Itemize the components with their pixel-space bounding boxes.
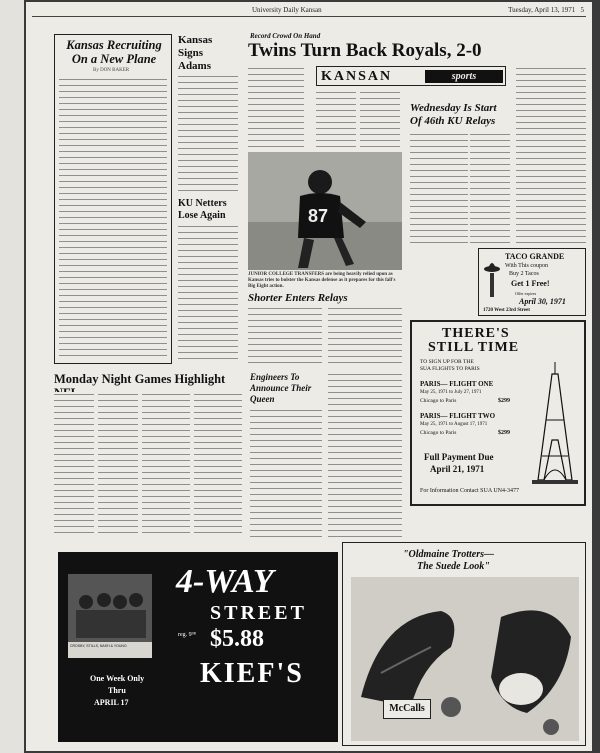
nfl-column-1 — [54, 392, 94, 538]
recruiting-headline: Kansas Recruiting On a New Plane — [66, 38, 162, 66]
nfl-column-2 — [98, 392, 138, 538]
date-and-page: Tuesday, April 13, 1971 5 — [508, 6, 584, 14]
flight-2-route: Chicago to Paris — [420, 430, 457, 436]
shorter-body-right — [328, 306, 402, 364]
album-cover — [68, 574, 152, 658]
taco-expires: April 30, 1971 — [519, 297, 566, 306]
sale-price: $5.88 — [210, 626, 264, 652]
shorter-body-left — [248, 306, 322, 364]
relays-column-2 — [470, 132, 510, 244]
kiefs-record-ad — [58, 552, 338, 742]
engineers-headline: Engineers To Announce Their Queen — [250, 372, 312, 404]
page-header — [32, 6, 586, 17]
newspaper-page — [26, 2, 592, 751]
twins-column-3 — [360, 90, 400, 150]
eiffel-tower-icon — [530, 360, 580, 500]
adjacent-page-edge — [0, 0, 24, 753]
twins-headline: Twins Turn Back Royals, 2-0 — [248, 40, 482, 61]
album-caption: CROSBY, STILLS, NASH & YOUNG — [70, 644, 127, 648]
twins-kicker: Record Crowd On Hand — [250, 32, 321, 40]
flight-1-title: PARIS— FLIGHT ONE — [420, 380, 494, 388]
relays-column-1 — [410, 132, 468, 244]
sale-line-1: One Week Only — [90, 674, 145, 683]
nfl-column-3 — [142, 392, 190, 538]
sports-wordmark: sports — [425, 70, 503, 83]
adams-headline: Kansas Signs Adams — [178, 34, 213, 72]
svg-text:87: 87 — [308, 206, 329, 226]
relays-column-3 — [516, 66, 586, 244]
kansan-sports-logo — [316, 66, 506, 86]
album-title-line-2: STREET — [210, 602, 307, 624]
recruiting-story — [54, 34, 172, 364]
payment-due-label: Full Payment Due — [424, 452, 494, 462]
mccalls-headline-2: The Suede Look" — [417, 561, 490, 572]
recruiting-body-text — [59, 77, 167, 359]
mccalls-store-logo: McCalls — [383, 699, 431, 719]
paris-headline-2: STILL TIME — [428, 340, 520, 355]
taco-line-2: Buy 2 Tacos — [509, 271, 539, 277]
flight-1-route: Chicago to Paris — [420, 398, 457, 404]
flight-2-price: $299 — [498, 430, 510, 436]
flight-1-dates: May 25, 1971 to July 27, 1971 — [420, 390, 482, 395]
paris-contact: For Information Contact SUA UN4-3477 — [420, 488, 519, 494]
adams-body-text — [178, 74, 238, 192]
kansan-wordmark: KANSAN — [321, 69, 393, 84]
taco-offer-label: Offer expires — [515, 291, 537, 296]
nfl-column-4 — [194, 392, 242, 538]
flight-2-dates: May 25, 1971 to August 17, 1971 — [420, 422, 488, 427]
sale-line-2: Thru — [108, 686, 126, 695]
shorter-headline: Shorter Enters Relays — [248, 292, 348, 304]
flight-1-price: $299 — [498, 398, 510, 404]
netters-headline: KU Netters Lose Again — [178, 198, 227, 221]
photo-caption: JUNIOR COLLEGE TRANSFERS are being heavily relied upon as Kansas tries to bolster the Kansas defense as it prepares for this fall's Big Eight action. — [248, 272, 396, 289]
sale-line-3: APRIL 17 — [94, 698, 129, 707]
taco-title: TACO GRANDE — [505, 252, 565, 261]
mccalls-shoe-ad — [342, 542, 586, 746]
paris-headline-1: THERE'S — [442, 326, 510, 341]
football-player-photo — [248, 152, 402, 270]
twins-column-2 — [316, 90, 356, 150]
paris-sub-2: SUA FLIGHTS TO PARIS — [420, 366, 480, 372]
mccalls-headline-1: "Oldmaine Trotters— — [403, 549, 495, 560]
twins-body-text — [248, 66, 304, 150]
nfl-headline: Monday Night Games Highlight — [54, 372, 226, 386]
paris-sub-1: TO SIGN UP FOR THE — [420, 359, 474, 365]
payment-due-date: April 21, 1971 — [430, 464, 485, 474]
taco-line-3: Get 1 Free! — [511, 279, 550, 288]
recruiting-byline: By DON BAKER — [93, 68, 130, 73]
album-title-line-1: 4-WAY — [176, 563, 274, 600]
engineers-body-text — [250, 408, 322, 538]
netters-body-text — [178, 224, 238, 364]
taco-grande-ad — [478, 248, 586, 316]
regular-price: reg. 9⁹⁸ — [178, 632, 196, 638]
section-name: University Daily Kansan — [252, 6, 322, 14]
taco-address: 1720 West 23rd Street — [483, 308, 530, 313]
engineers-column-2 — [328, 372, 402, 538]
paris-flight-ad — [410, 320, 586, 506]
flight-2-title: PARIS— FLIGHT TWO — [420, 412, 496, 420]
relays-headline: Wednesday Is Start Of 46th KU Relays — [410, 102, 497, 127]
taco-line-1: With This coupon — [505, 263, 548, 269]
taco-sombrero-icon — [483, 255, 501, 305]
store-name: KIEF'S — [200, 658, 304, 689]
